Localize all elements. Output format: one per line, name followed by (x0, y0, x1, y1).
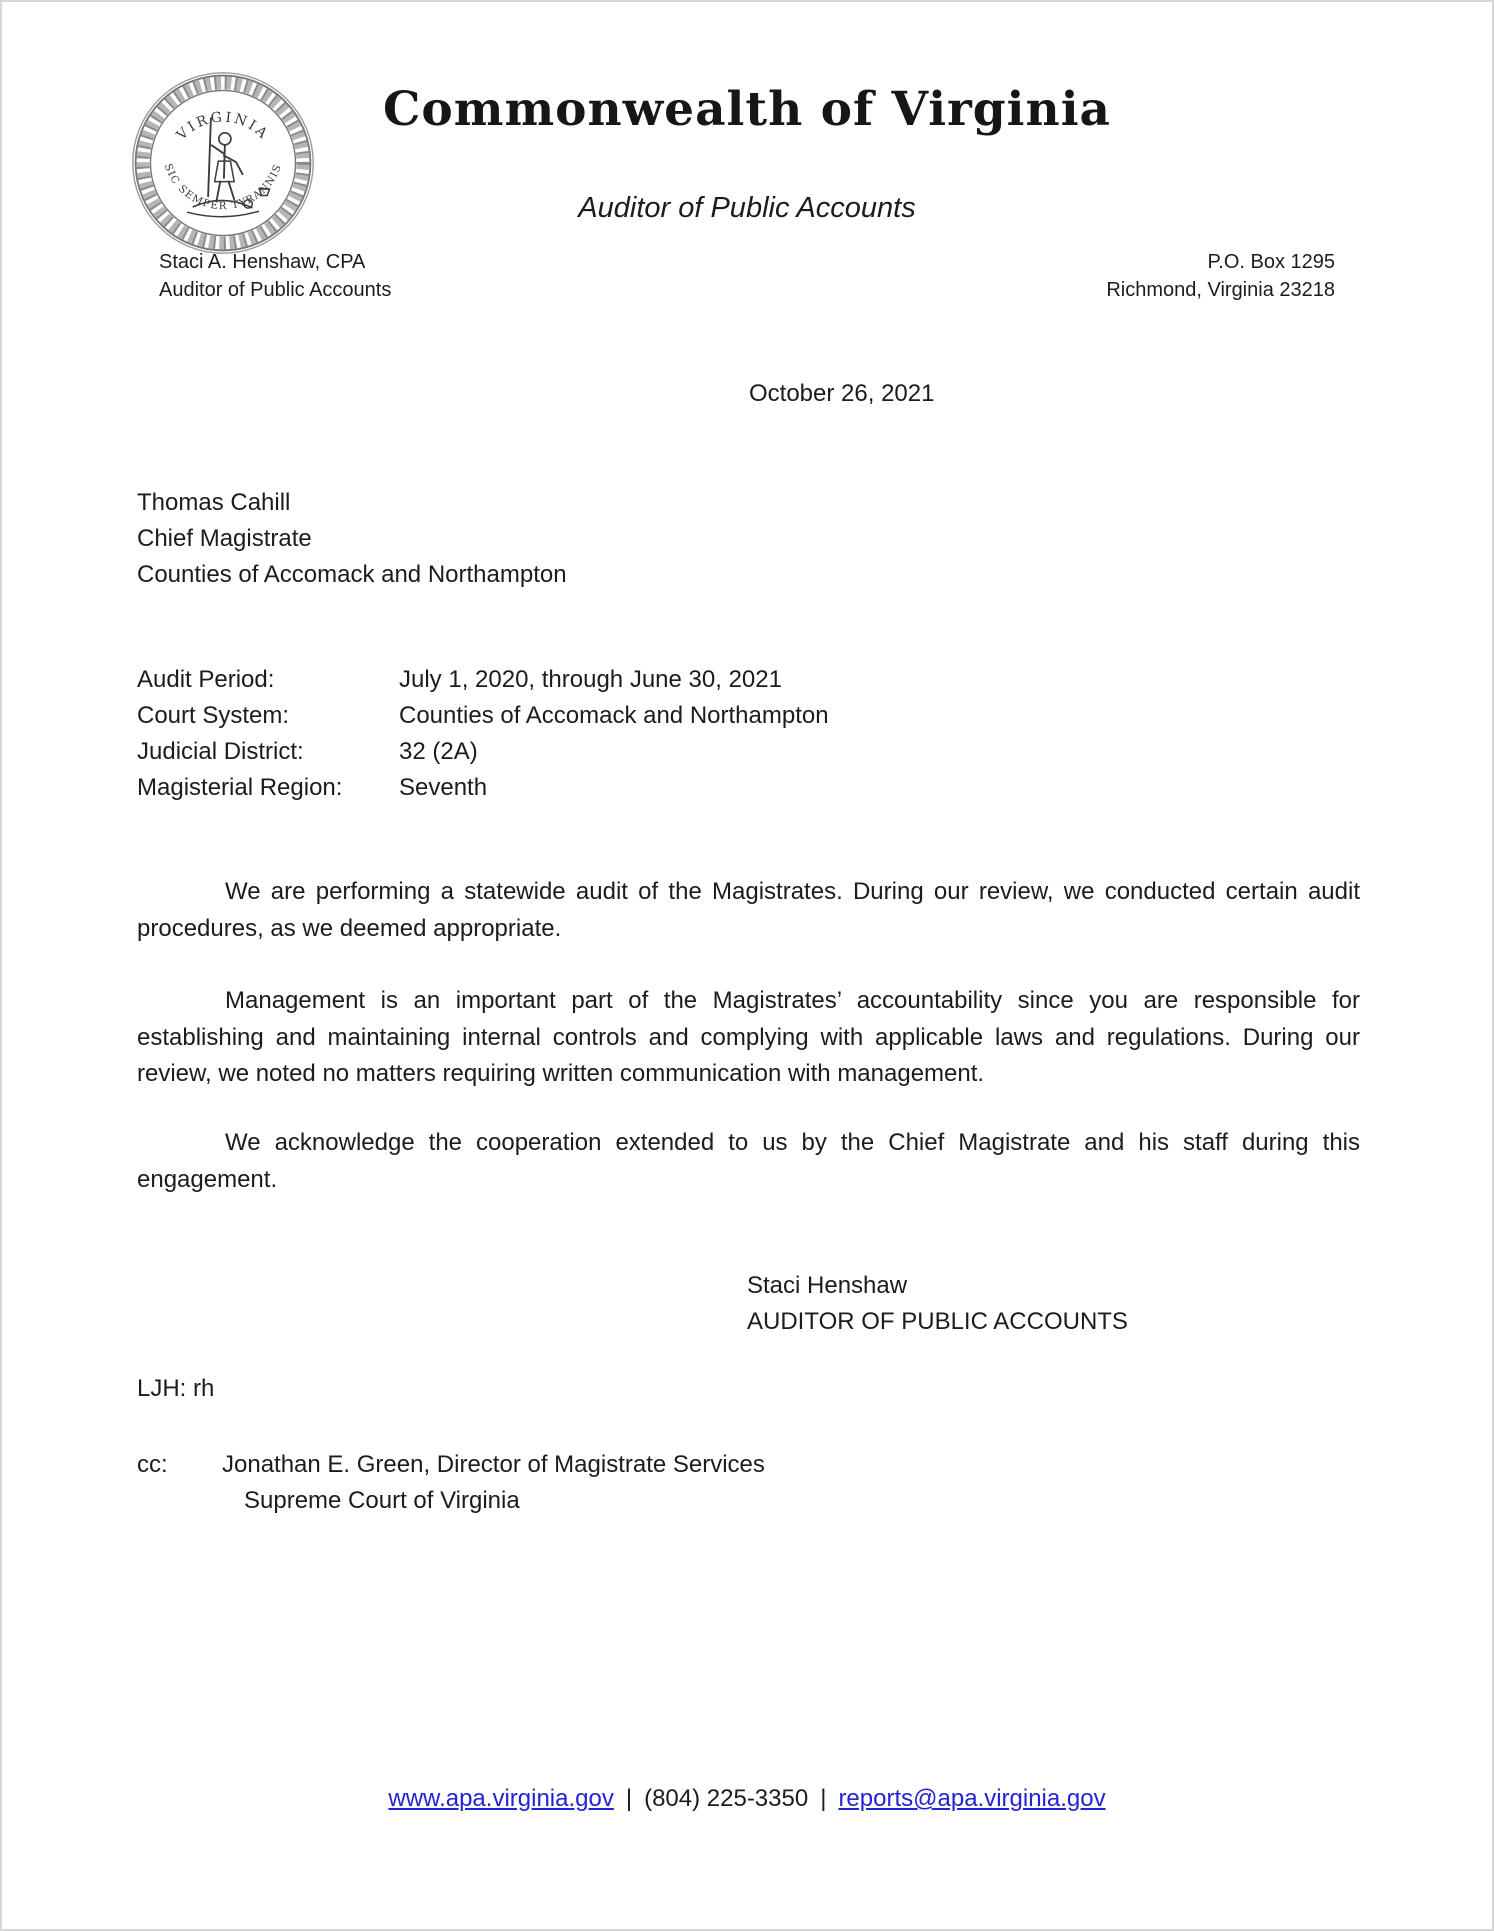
recipient-name: Thomas Cahill (137, 489, 291, 516)
audit-period-row (137, 662, 829, 698)
reference-initials: LJH: rh (137, 1375, 215, 1402)
judicial-district-label: Judicial District: (137, 738, 304, 765)
court-system-value: Counties of Accomack and Northampton (399, 702, 829, 729)
email-link[interactable]: reports@apa.virginia.gov (838, 1785, 1106, 1812)
po-box: P.O. Box 1295 (1207, 251, 1335, 273)
audit-period-value: July 1, 2020, through June 30, 2021 (399, 666, 782, 693)
judicial-district-value: 32 (2A) (399, 738, 478, 765)
cc-recipients (222, 1447, 765, 1519)
page-subtitle: Auditor of Public Accounts (578, 192, 916, 224)
footer (2, 1785, 1492, 1813)
letter-date: October 26, 2021 (749, 380, 935, 407)
body-paragraph-2: Management is an important part of the Magistrates’ accountability since you are responsible for establishing and maintaining internal controls and complying with applicable laws and regulations. During our review, we noted no matters requiring written communication with management. (137, 987, 1360, 1087)
footer-separator-2: | (820, 1785, 827, 1812)
body-paragraph-1: We are performing a statewide audit of the Magistrates. During our review, we conducted certain audit procedures, as we deemed appropriate. (137, 878, 1360, 942)
court-system-label: Court System: (137, 702, 290, 729)
court-system-row (137, 698, 829, 734)
office-address-block (1106, 248, 1335, 304)
judicial-district-row (137, 734, 829, 770)
svg-text:SIC SEMPER TYRANNIS: SIC SEMPER TYRANNIS (161, 162, 285, 213)
body-paragraph-3: We acknowledge the cooperation extended to us by the Chief Magistrate and his staff during this engagement. (137, 1129, 1360, 1193)
cc-recipient-2: Supreme Court of Virginia (244, 1487, 520, 1514)
auditor-name: Staci A. Henshaw, CPA (159, 251, 366, 273)
audit-period-label: Audit Period: (137, 666, 275, 693)
cc-label: cc: (137, 1451, 168, 1478)
recipient-block (137, 485, 567, 593)
phone-number: (804) 225-3350 (644, 1785, 809, 1812)
svg-text:VIRGINIA: VIRGINIA (173, 109, 273, 144)
auditor-contact-block (159, 248, 391, 304)
signature-block (747, 1268, 1128, 1340)
auditor-title: Auditor of Public Accounts (159, 279, 392, 301)
website-link[interactable]: www.apa.virginia.gov (388, 1785, 614, 1812)
footer-separator-1: | (625, 1785, 633, 1812)
magisterial-region-value: Seventh (399, 774, 488, 801)
page-title: Commonwealth of Virginia (382, 82, 1112, 137)
cc-block (137, 1447, 765, 1519)
magisterial-region-label: Magisterial Region: (137, 774, 343, 801)
cc-recipient-1: Jonathan E. Green, Director of Magistrate Services (222, 1451, 765, 1478)
magisterial-region-row (137, 770, 829, 806)
city-state-zip: Richmond, Virginia 23218 (1106, 279, 1335, 301)
audit-details-table (137, 662, 829, 806)
signature-name: Staci Henshaw (747, 1272, 908, 1299)
signature-title: AUDITOR OF PUBLIC ACCOUNTS (747, 1308, 1128, 1335)
recipient-jurisdiction: Counties of Accomack and Northampton (137, 561, 567, 588)
recipient-title: Chief Magistrate (137, 525, 312, 552)
